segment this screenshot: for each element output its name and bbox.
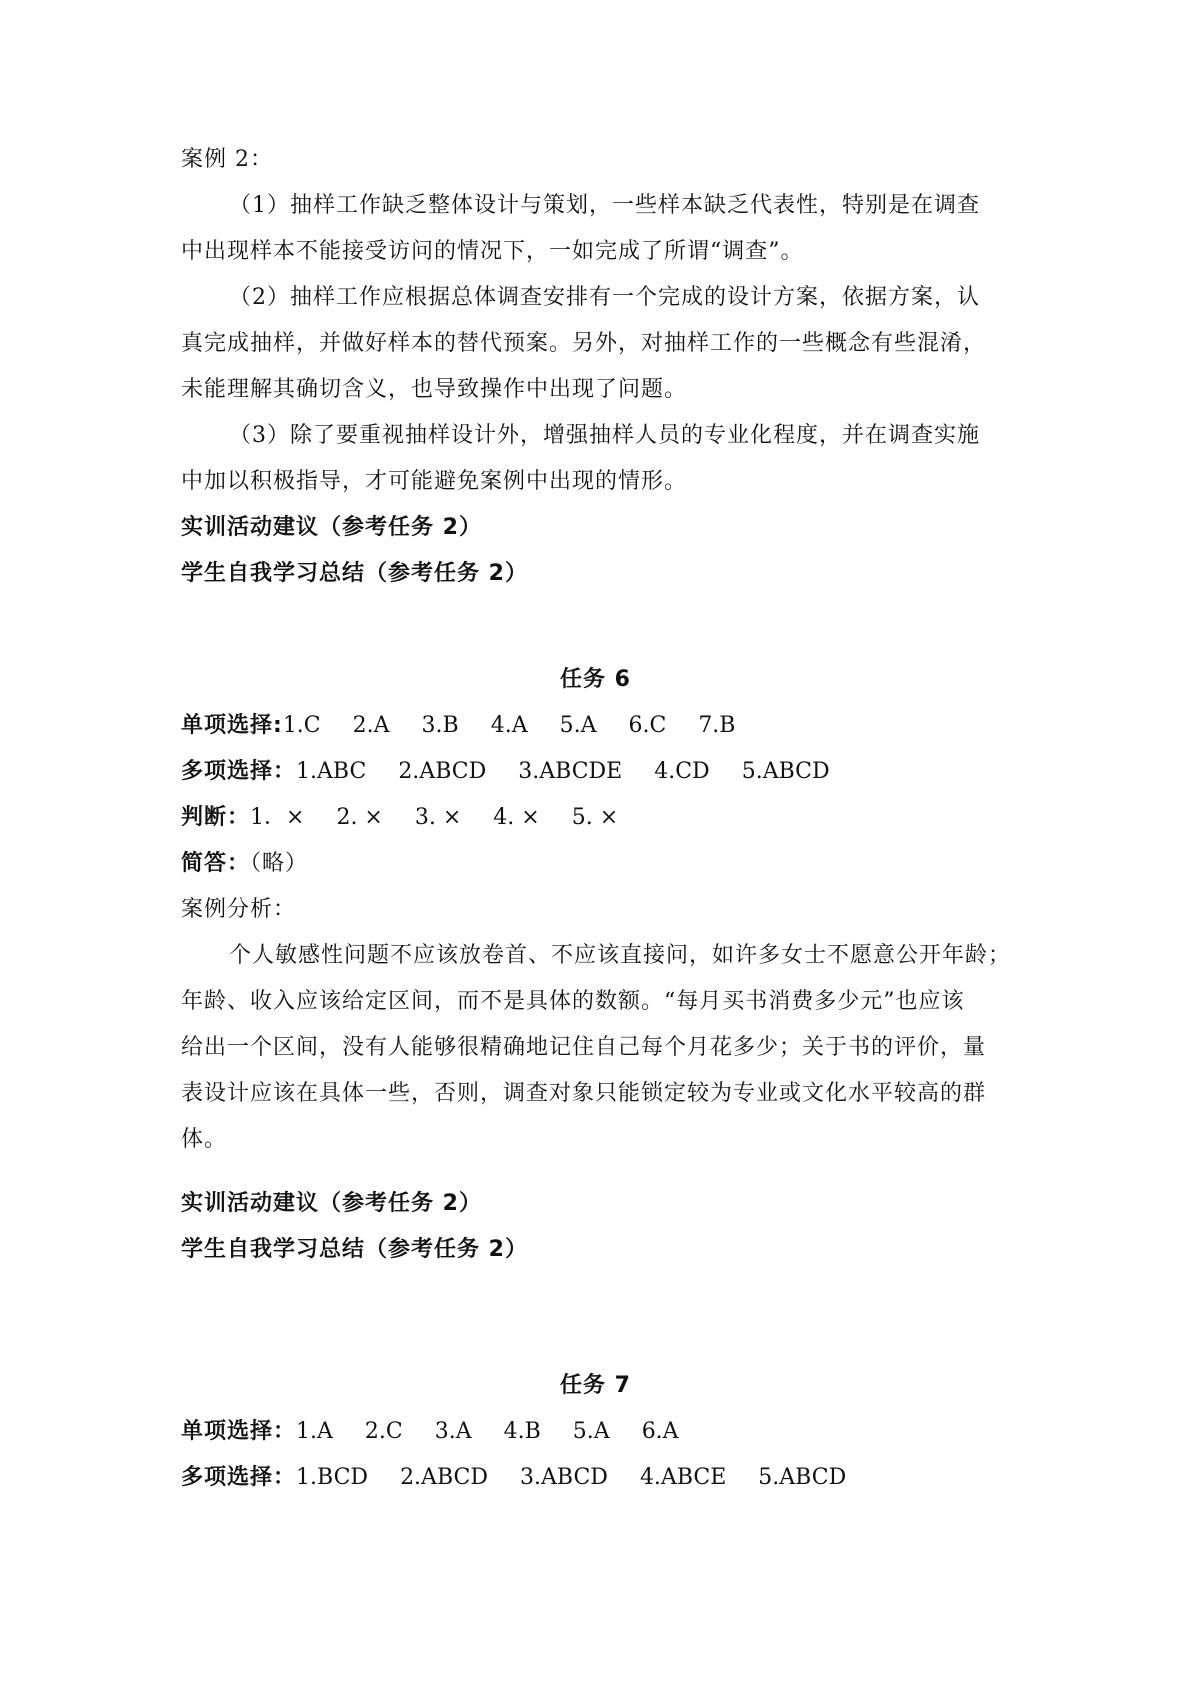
task6-case-line4: 表设计应该在具体一些，否则，调查对象只能锁定较为专业或文化水平较高的群 — [181, 1081, 987, 1106]
task6-training-suggestion: 实训活动建议（参考任务 2） — [181, 1191, 482, 1216]
task6-short-answer — [181, 848, 1021, 880]
task6-true-false — [181, 802, 1021, 834]
short-answer-label: 简答： — [181, 851, 251, 876]
answer-item: 3.A — [434, 1419, 472, 1444]
task6-case-line1: 个人敏感性问题不应该放卷首、不应该直接问，如许多女士不愿意公开年龄； — [229, 943, 1012, 968]
single-choice-answers — [296, 1419, 679, 1444]
task6-case-line5: 体。 — [181, 1127, 228, 1152]
answer-item: 3.B — [421, 713, 459, 738]
answer-item: 4.A — [490, 713, 528, 738]
answer-item: 4.CD — [654, 759, 710, 784]
true-false-label: 判断： — [181, 805, 251, 830]
task6-case-line2: 年龄、收入应该给定区间，而不是具体的数额。“每月买书消费多少元”也应该 — [181, 989, 965, 1014]
case2-p2-line1: （2）抽样工作应根据总体调查安排有一个完成的设计方案，依据方案，认 — [229, 285, 980, 310]
single-choice-answers — [283, 713, 736, 738]
answer-item: 1．× — [250, 805, 305, 830]
answer-item: 5.ABCD — [741, 759, 830, 784]
answer-item: 4. × — [493, 805, 540, 830]
multi-choice-answers — [296, 759, 830, 784]
answer-item: 2. × — [336, 805, 383, 830]
multi-choice-label: 多项选择： — [181, 1465, 297, 1490]
answer-item: 5.A — [572, 1419, 610, 1444]
single-choice-label: 单项选择： — [181, 1419, 297, 1444]
answer-item: 4.ABCE — [639, 1465, 727, 1490]
answer-item: 1.ABC — [296, 759, 367, 784]
multi-choice-label: 多项选择： — [181, 759, 297, 784]
true-false-answers — [250, 805, 618, 830]
case2-p3-line1: （3）除了要重视抽样设计外，增强抽样人员的专业化程度，并在调查实施 — [229, 423, 980, 448]
case2-p2-line2: 真完成抽样，并做好样本的替代预案。另外，对抽样工作的一些概念有些混淆， — [181, 331, 987, 356]
multi-choice-answers — [296, 1465, 846, 1490]
training-suggestion-heading: 实训活动建议（参考任务 2） — [181, 515, 482, 540]
case2-p1-line1: （1）抽样工作缺乏整体设计与策划，一些样本缺乏代表性，特别是在调查 — [229, 193, 980, 218]
answer-item: 3. × — [414, 805, 462, 830]
answer-item: 2.A — [352, 713, 390, 738]
answer-item: 2.ABCD — [400, 1465, 488, 1490]
single-choice-label: 单项选择: — [181, 713, 283, 738]
case2-p1-line2: 中出现样本不能接受访问的情况下，一如完成了所谓“调查”。 — [181, 239, 804, 264]
answer-item: 7.B — [698, 713, 736, 738]
task6-self-study-summary: 学生自我学习总结（参考任务 2） — [181, 1237, 528, 1262]
answer-item: 4.B — [503, 1419, 541, 1444]
task7-title: 任务 7 — [560, 1373, 631, 1398]
case2-heading: 案例 2： — [181, 147, 273, 172]
short-answer-value: （略） — [250, 851, 309, 876]
case2-p3-line2: 中加以积极指导，才可能避免案例中出现的情形。 — [181, 469, 688, 494]
answer-item: 1.A — [296, 1419, 333, 1444]
self-study-summary-heading: 学生自我学习总结（参考任务 2） — [181, 561, 528, 586]
answer-item: 5.A — [559, 713, 597, 738]
case2-p2-line3: 未能理解其确切含义，也导致操作中出现了问题。 — [181, 377, 688, 402]
answer-item: 6.C — [628, 713, 667, 738]
task6-multi-choice — [181, 756, 1021, 788]
task6-title: 任务 6 — [560, 667, 631, 692]
task7-single-choice — [181, 1416, 1021, 1448]
answer-item: 5.ABCD — [758, 1465, 847, 1490]
task7-multi-choice — [181, 1462, 1021, 1494]
answer-item: 2.ABCD — [398, 759, 487, 784]
answer-item: 5. × — [571, 805, 619, 830]
answer-item: 1.BCD — [296, 1465, 369, 1490]
task6-single-choice — [181, 710, 1021, 742]
answer-item: 3.ABCDE — [518, 759, 623, 784]
answer-item: 3.ABCD — [520, 1465, 608, 1490]
task6-case-line3: 给出一个区间，没有人能够很精确地记住自己每个月花多少；关于书的评价，量 — [181, 1035, 987, 1060]
task6-case-analysis-label: 案例分析： — [181, 897, 297, 922]
answer-item: 6.A — [641, 1419, 679, 1444]
answer-item: 1.C — [282, 713, 321, 738]
answer-item: 2.C — [364, 1419, 403, 1444]
